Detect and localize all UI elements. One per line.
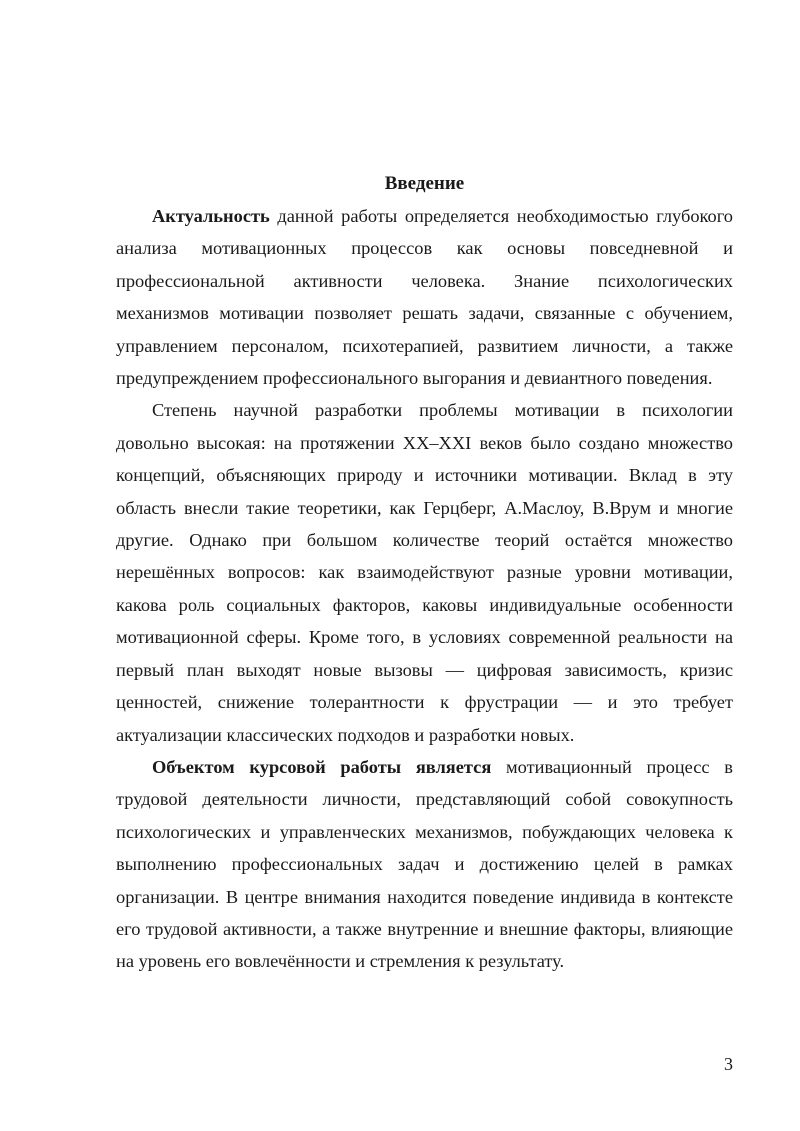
paragraph-object bbox=[116, 751, 733, 978]
paragraph-relevance bbox=[116, 200, 733, 394]
section-heading: Введение bbox=[384, 173, 465, 194]
paragraph-lead: Актуальность bbox=[152, 206, 270, 226]
paragraph-text: Степень научной разработки проблемы мотивации в психологии довольно высокая: на протяжении XX–XXI веков было создано множество концепций, объясняющих природу и источники мотивации. Вклад в эту область внесли такие теоретики, как Герцберг, А.Маслоу, В.Врум и многие другие. Однако при большом количестве теорий остаётся множество нерешённых вопросов: как взаимодействуют разные уровни мотивации, какова роль социальных факторов, каковы индивидуальные особенности мотивационной сферы. Кроме того, в условиях современной реальности на первый план выходят новые вызовы — цифровая зависимость, кризис ценностей, снижение толерантности к фрустрации — и это требует актуализации классических подходов и разработки новых. bbox=[116, 400, 733, 745]
paragraph-lead: Объектом курсовой работы является bbox=[152, 756, 492, 777]
paragraph-text: данной работы определяется необходимостью глубокого анализа мотивационных процессов как основы повседневной и профессиональной активности человека. Знание психологических механизмов мотивации позволяет решать задачи, связанные с обучением, управлением персоналом, психотерапией, развитием личности, а также предупреждением профессионального выгорания и девиантного поведения. bbox=[116, 206, 733, 389]
page-content bbox=[116, 168, 733, 978]
paragraph-text: мотивационный процесс в трудовой деятельности личности, представляющий собой совокупность психологических и управленческих механизмов, побуждающих человека к выполнению профессиональных задач и достижению целей в рамках организации. В центре внимания находится поведение индивида в контексте его трудовой активности, а также внутренние и внешние факторы, влияющие на уровень его вовлечённости и стремления к результату. bbox=[116, 756, 733, 972]
page-number: 3 bbox=[724, 1054, 733, 1074]
paragraph-research-degree bbox=[116, 394, 733, 750]
